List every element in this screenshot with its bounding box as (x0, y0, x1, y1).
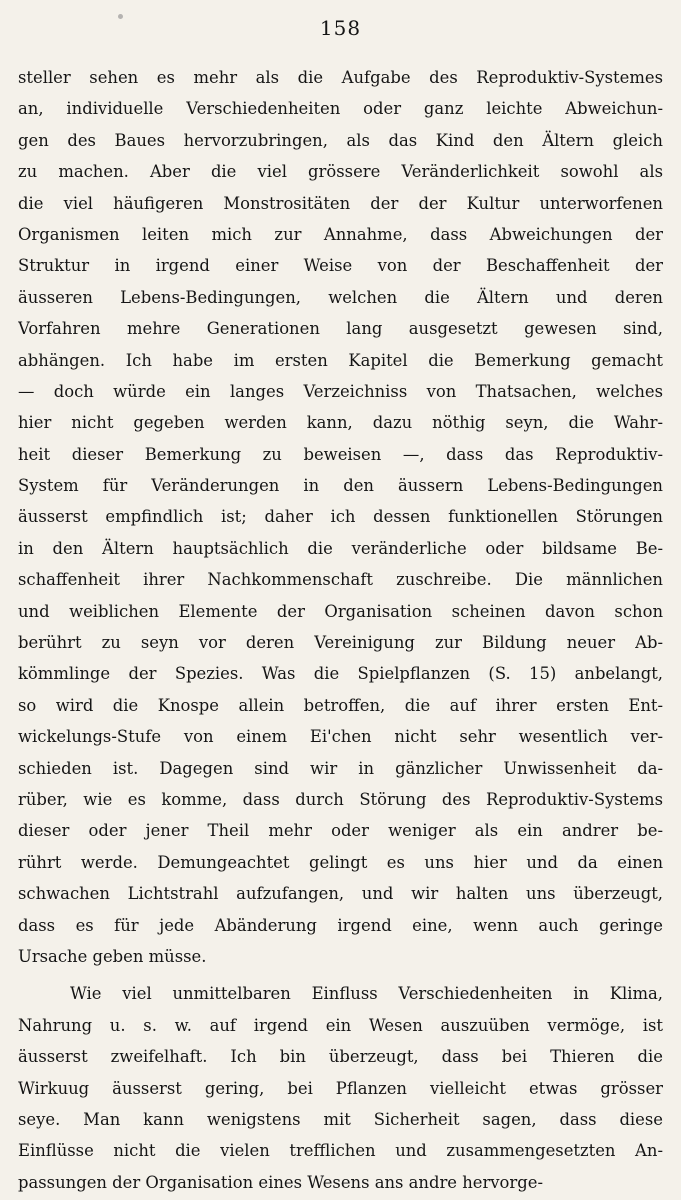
text-line: schieden ist. Dagegen sind wir in gänzlicher Unwissenheit da- (18, 758, 663, 778)
text-line: passungen der Organisation eines Wesens ans andre hervorge- (18, 1172, 543, 1192)
text-line: äusserst zweifelhaft. Ich bin überzeugt, dass bei Thieren die (18, 1047, 663, 1067)
paragraph (18, 978, 663, 1198)
text-line: System für Veränderungen in den äussern Lebens-Bedingungen (18, 476, 663, 496)
text-line: an, individuelle Verschiedenheiten oder ganz leichte Abweichun- (18, 99, 663, 119)
page-number: 158 (319, 16, 362, 40)
text-line: seye. Man kann wenigstens mit Sicherheit sagen, dass diese (18, 1109, 663, 1129)
text-line: äusserst empfindlich ist; daher ich dessen funktionellen Störungen (18, 507, 663, 527)
text-line: rüber, wie es komme, dass durch Störung des Reproduktiv-Systems (18, 789, 663, 809)
text-line: so wird die Knospe allein betroffen, die auf ihrer ersten Ent- (18, 695, 663, 715)
text-line: berührt zu seyn vor deren Vereinigung zur Bildung neuer Ab- (18, 633, 663, 653)
text-line: rührt werde. Demungeachtet gelingt es uns hier und da einen (18, 852, 663, 872)
body-text (18, 62, 663, 1198)
text-line: Einflüsse nicht die vielen trefflichen und zusammengesetzten An- (18, 1141, 663, 1161)
text-line: dieser oder jener Theil mehr oder weniger als ein andrer be- (18, 821, 663, 841)
paragraph (18, 62, 663, 972)
text-line: Wirkuug äusserst gering, bei Pflanzen vielleicht etwas grösser (18, 1078, 663, 1098)
text-line: in den Ältern hauptsächlich die veränderliche oder bildsame Be- (18, 538, 663, 558)
text-line: wickelungs-Stufe von einem Ei'chen nicht sehr wesentlich ver- (18, 727, 663, 747)
text-line: die viel häufigeren Monstrositäten der der Kultur unterworfenen (18, 193, 663, 213)
text-line: schaffenheit ihrer Nachkommenschaft zuschreibe. Die männlichen (18, 570, 663, 590)
text-line: kömmlinge der Spezies. Was die Spielpflanzen (S. 15) anbelangt, (18, 664, 663, 684)
text-line: abhängen. Ich habe im ersten Kapitel die Bemerkung gemacht (18, 350, 663, 370)
text-line: — doch würde ein langes Verzeichniss von Thatsachen, welches (18, 381, 663, 401)
text-line: Nahrung u. s. w. auf irgend ein Wesen auszuüben vermöge, ist (18, 1015, 663, 1035)
text-line: Organismen leiten mich zur Annahme, dass Abweichungen der (18, 224, 663, 244)
text-line: schwachen Lichtstrahl aufzufangen, und wir halten uns überzeugt, (18, 884, 663, 904)
text-line: Vorfahren mehre Generationen lang ausgesetzt gewesen sind, (18, 319, 663, 339)
text-line: heit dieser Bemerkung zu beweisen —, dass das Reproduktiv- (18, 444, 663, 464)
text-line: Wie viel unmittelbaren Einfluss Verschiedenheiten in Klima, (70, 984, 663, 1004)
text-line: gen des Baues hervorzubringen, als das Kind den Ältern gleich (18, 130, 663, 150)
text-line: äusseren Lebens-Bedingungen, welchen die Ältern und deren (18, 287, 663, 307)
text-line: Ursache geben müsse. (18, 946, 207, 966)
text-line: hier nicht gegeben werden kann, dazu nöthig seyn, die Wahr- (18, 413, 663, 433)
text-line: steller sehen es mehr als die Aufgabe des Reproduktiv-Systemes (18, 68, 663, 87)
text-line: und weiblichen Elemente der Organisation scheinen davon schon (18, 601, 663, 621)
text-line: dass es für jede Abänderung irgend eine, wenn auch geringe (18, 915, 663, 935)
text-line: Struktur in irgend einer Weise von der Beschaffenheit der (18, 256, 663, 276)
text-line: zu machen. Aber die viel grössere Veränderlichkeit sowohl als (18, 162, 663, 182)
